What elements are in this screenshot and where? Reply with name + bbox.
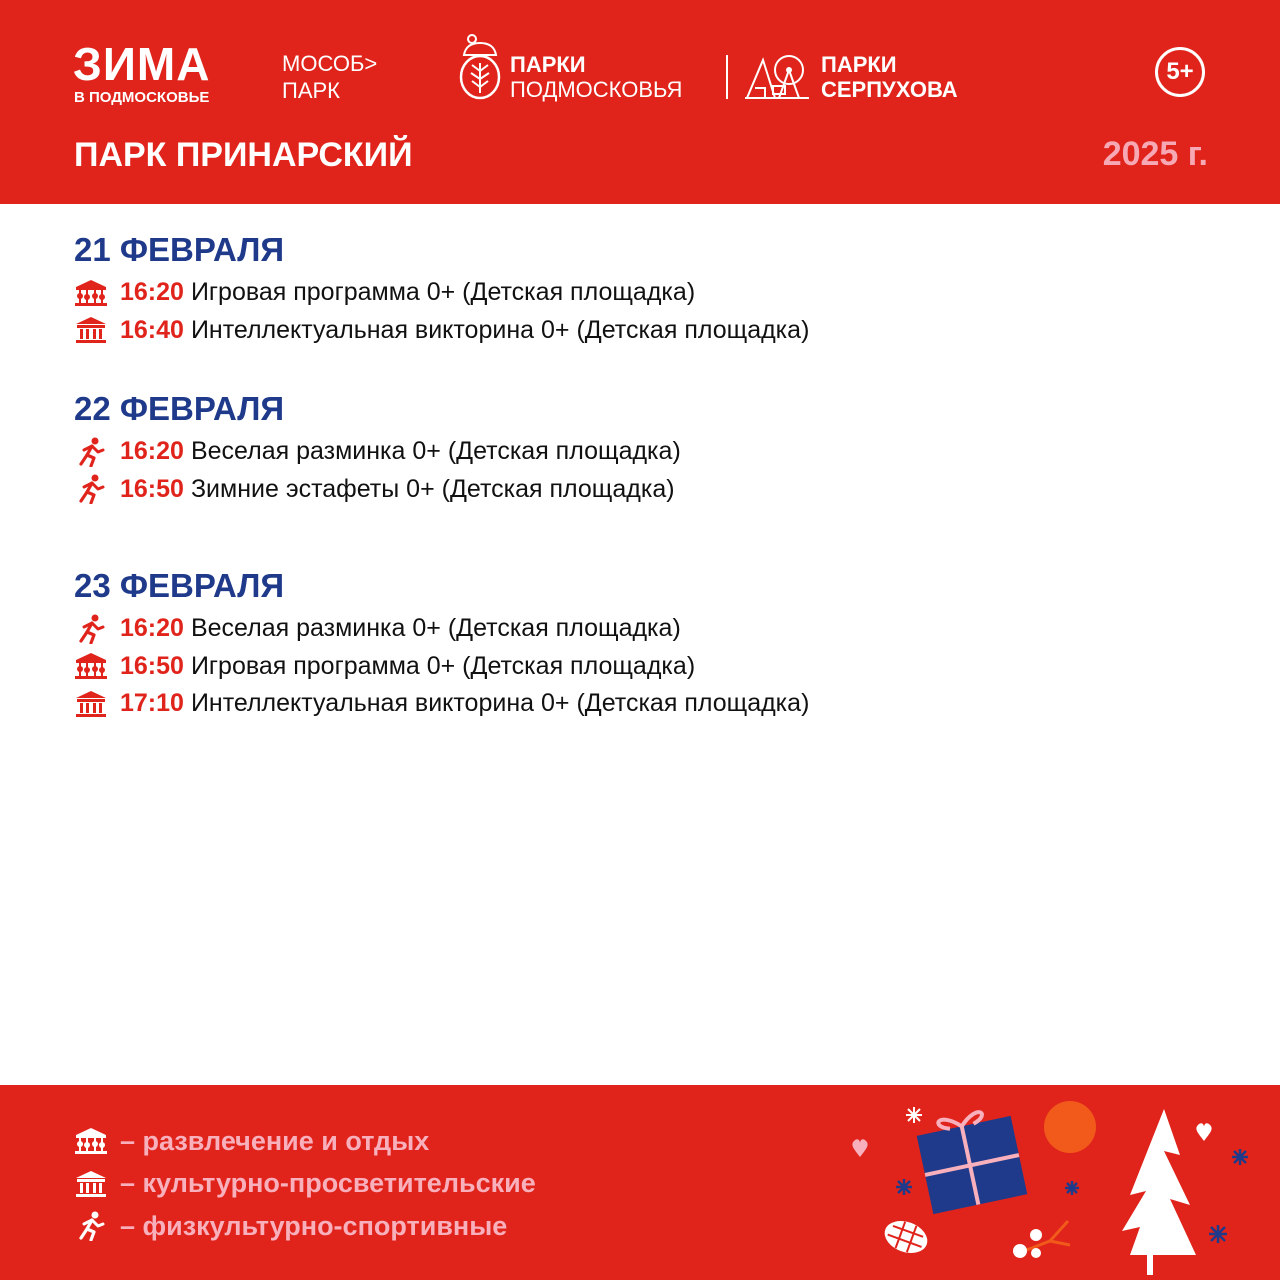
snowflake-icon [906, 1107, 922, 1123]
event-time: 16:50 [120, 474, 184, 503]
legend-item [74, 1120, 536, 1163]
heart-icon [1196, 1123, 1211, 1141]
legend-label: – физкультурно-спортивные [120, 1210, 508, 1241]
mosoblpark-logo [282, 50, 377, 104]
day-section [74, 232, 809, 349]
day-date: 21 ФЕВРАЛЯ [74, 231, 285, 268]
event-time: 16:20 [120, 614, 184, 643]
event-row [74, 610, 809, 648]
carousel-icon [74, 278, 108, 308]
event-title: Зимние эстафеты 0+ (Детская площадка) [190, 474, 675, 503]
event-row [74, 312, 809, 350]
parks-serp-line1: ПАРКИ [821, 52, 897, 77]
pinecone-icon [880, 1215, 932, 1258]
brand-logo-title: ЗИМА [73, 38, 211, 90]
parks-pod-line1: ПАРКИ [510, 52, 586, 77]
event-title: Игровая программа 0+ (Детская площадка) [190, 651, 696, 680]
legend-label: – культурно-просветительские [120, 1168, 536, 1199]
event-time: 16:20 [120, 278, 184, 307]
event-time: 16:20 [120, 437, 184, 466]
event-row [74, 648, 809, 686]
museum-icon [74, 689, 108, 719]
event-title: Интеллектуальная викторина 0+ (Детская площадка) [190, 315, 810, 344]
carousel-icon [74, 651, 108, 681]
day-section [74, 391, 681, 508]
event-title: Веселая разминка 0+ (Детская площадка) [190, 437, 681, 466]
heart-icon [852, 1139, 867, 1157]
legend-label: – развлечение и отдых [120, 1125, 430, 1156]
museum-icon [74, 315, 108, 345]
logo-divider [726, 55, 728, 99]
brand-logo-subtitle: В ПОДМОСКОВЬЕ [74, 89, 210, 106]
header-banner [0, 0, 1280, 204]
day-date: 23 ФЕВРАЛЯ [74, 567, 285, 604]
runner-icon [74, 1211, 108, 1241]
tree-icon [1122, 1109, 1196, 1255]
parks-serpukhova-logo [821, 52, 958, 102]
parks-serp-line2: СЕРПУХОВА [821, 77, 958, 102]
event-title: Интеллектуальная викторина 0+ (Детская площадка) [190, 689, 810, 718]
parks-podmoskovya-logo [510, 52, 682, 102]
gift-icon [915, 1106, 1028, 1214]
legend [74, 1120, 536, 1248]
page-title: ПАРК ПРИНАРСКИЙ [74, 136, 413, 174]
event-row [74, 471, 681, 509]
event-time: 16:50 [120, 651, 184, 680]
day-section [74, 568, 809, 723]
event-row [74, 685, 809, 723]
orange-icon [1044, 1101, 1096, 1153]
event-row [74, 433, 681, 471]
tree-hat-logo-icon [456, 33, 504, 106]
berries-icon [1013, 1221, 1070, 1258]
winter-decoration [840, 1095, 1260, 1280]
event-title: Веселая разминка 0+ (Детская площадка) [190, 614, 681, 643]
carousel-icon [74, 1126, 108, 1156]
runner-icon [74, 614, 108, 644]
runner-icon [74, 437, 108, 467]
event-row [74, 274, 809, 312]
day-date: 22 ФЕВРАЛЯ [74, 390, 285, 427]
ferris-wheel-logo-icon [745, 50, 809, 107]
year-label: 2025 г. [1102, 135, 1208, 173]
mosoblpark-line1: МОСОБ> [282, 51, 378, 76]
legend-item [74, 1205, 536, 1248]
event-time: 16:40 [120, 315, 184, 344]
age-rating-badge: 5+ [1155, 47, 1205, 97]
mosoblpark-line2: ПАРК [282, 78, 340, 103]
parks-pod-line2: ПОДМОСКОВЬЯ [510, 77, 683, 102]
event-time: 17:10 [120, 689, 184, 718]
event-title: Игровая программа 0+ (Детская площадка) [190, 278, 696, 307]
legend-item [74, 1163, 536, 1206]
museum-icon [74, 1169, 108, 1199]
runner-icon [74, 474, 108, 504]
